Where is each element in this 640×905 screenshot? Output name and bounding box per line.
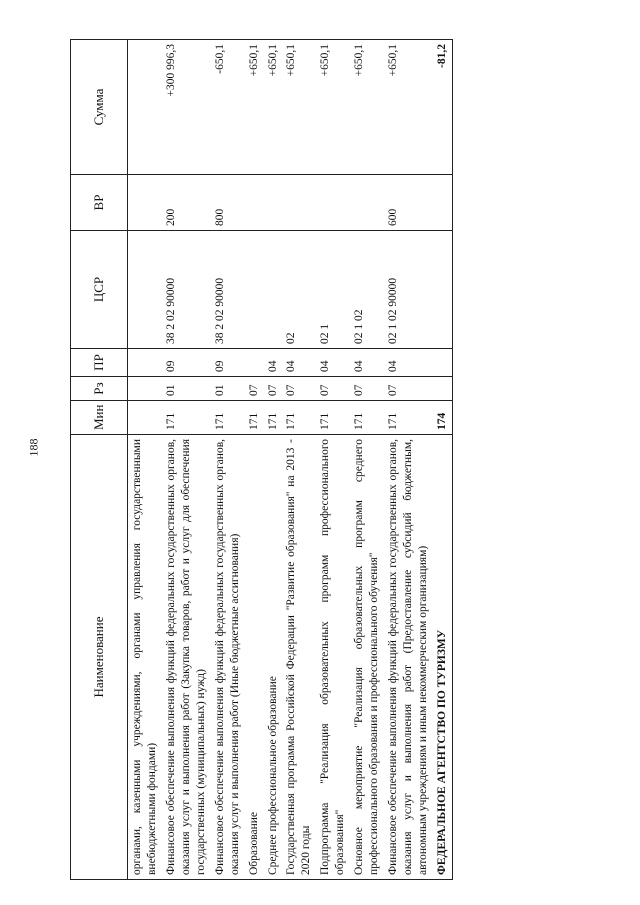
cell-sum: +650,1: [264, 40, 283, 175]
cell-pr: 04: [316, 349, 350, 377]
cell-name: органами, казенными учреждениями, органами управления государственными внебюджетными фондами): [128, 435, 162, 880]
cell-name: Государственная программа Российской Федерации "Развитие образования" на 2013 - 2020 годы: [282, 435, 316, 880]
budget-table-page: [70, 40, 580, 880]
cell-min: 171: [264, 401, 283, 435]
cell-sum: +650,1: [350, 40, 384, 175]
cell-rz: 07: [264, 377, 283, 401]
cell-sum: +650,1: [282, 40, 316, 175]
cell-sum: +650,1: [384, 40, 433, 175]
table-row: [433, 40, 452, 880]
cell-min: 171: [211, 401, 245, 435]
cell-name: Образование: [245, 435, 264, 880]
cell-rz: [433, 377, 452, 401]
table-row: [128, 40, 162, 880]
table-row: [264, 40, 283, 880]
cell-name: Финансовое обеспечение выполнения функций федеральных государственных органов, оказания услуг и выполнения работ (Предоставление субсидий бюджетным, автономным учреждениям и иным некоммерческим организациям): [384, 435, 433, 880]
header-csr: ЦСР: [71, 231, 128, 349]
cell-pr: [128, 349, 162, 377]
cell-rz: 01: [162, 377, 211, 401]
cell-sum: [128, 40, 162, 175]
header-sum: Сумма: [71, 40, 128, 175]
table-row: [245, 40, 264, 880]
cell-vr: [282, 175, 316, 231]
cell-pr: 04: [384, 349, 433, 377]
cell-pr: 09: [162, 349, 211, 377]
cell-csr: 02: [282, 231, 316, 349]
cell-rz: 07: [350, 377, 384, 401]
cell-min: 171: [350, 401, 384, 435]
cell-vr: [350, 175, 384, 231]
cell-min: [128, 401, 162, 435]
cell-vr: [264, 175, 283, 231]
cell-name: ФЕДЕРАЛЬНОЕ АГЕНТСТВО ПО ТУРИЗМУ: [433, 435, 452, 880]
cell-pr: 04: [350, 349, 384, 377]
cell-pr: [433, 349, 452, 377]
cell-sum: +650,1: [316, 40, 350, 175]
budget-table: [70, 39, 453, 880]
cell-csr: [245, 231, 264, 349]
cell-rz: 07: [245, 377, 264, 401]
cell-min: 171: [384, 401, 433, 435]
cell-min: 171: [245, 401, 264, 435]
cell-name: Подпрограмма "Реализация образовательных программ профессионального образования": [316, 435, 350, 880]
cell-pr: [245, 349, 264, 377]
cell-sum: -650,1: [211, 40, 245, 175]
table-row: [384, 40, 433, 880]
header-min: Мин: [71, 401, 128, 435]
cell-name: Финансовое обеспечение выполнения функций федеральных государственных органов, оказания услуг и выполнения работ (Иные бюджетные ассигнования): [211, 435, 245, 880]
cell-rz: 01: [211, 377, 245, 401]
cell-vr: [433, 175, 452, 231]
cell-name: Основное мероприятие "Реализация образовательных программ среднего профессионального образования и профессионального обучения": [350, 435, 384, 880]
cell-min: 174: [433, 401, 452, 435]
cell-rz: [128, 377, 162, 401]
cell-sum: +650,1: [245, 40, 264, 175]
cell-vr: [245, 175, 264, 231]
cell-csr: 02 1 02: [350, 231, 384, 349]
cell-rz: 07: [316, 377, 350, 401]
cell-csr: [264, 231, 283, 349]
header-vr: ВР: [71, 175, 128, 231]
table-row: [316, 40, 350, 880]
cell-vr: [316, 175, 350, 231]
cell-vr: 200: [162, 175, 211, 231]
cell-name: Финансовое обеспечение выполнения функций федеральных государственных органов, оказания услуг и выполнения работ (Закупка товаров, работ и услуг для обеспечения государственных (муниципальных) нужд): [162, 435, 211, 880]
cell-min: 171: [316, 401, 350, 435]
table-row: [282, 40, 316, 880]
cell-vr: [128, 175, 162, 231]
header-rz: Рз: [71, 377, 128, 401]
header-name: Наименование: [71, 435, 128, 880]
cell-rz: 07: [384, 377, 433, 401]
cell-csr: 02 1: [316, 231, 350, 349]
cell-pr: 04: [282, 349, 316, 377]
cell-sum: -81,2: [433, 40, 452, 175]
cell-pr: 09: [211, 349, 245, 377]
cell-csr: 38 2 02 90000: [162, 231, 211, 349]
header-pr: ПР: [71, 349, 128, 377]
cell-min: 171: [282, 401, 316, 435]
cell-min: 171: [162, 401, 211, 435]
cell-csr: 02 1 02 90000: [384, 231, 433, 349]
cell-csr: 38 2 02 90000: [211, 231, 245, 349]
cell-rz: 07: [282, 377, 316, 401]
cell-vr: 800: [211, 175, 245, 231]
cell-csr: [128, 231, 162, 349]
cell-pr: 04: [264, 349, 283, 377]
page-number: 188: [26, 438, 41, 457]
table-body: [128, 40, 453, 880]
cell-sum: +300 996,3: [162, 40, 211, 175]
table-row: [350, 40, 384, 880]
cell-name: Среднее профессиональное образование: [264, 435, 283, 880]
cell-csr: [433, 231, 452, 349]
cell-vr: 600: [384, 175, 433, 231]
table-header-row: [71, 40, 128, 880]
table-row: [162, 40, 211, 880]
table-row: [211, 40, 245, 880]
